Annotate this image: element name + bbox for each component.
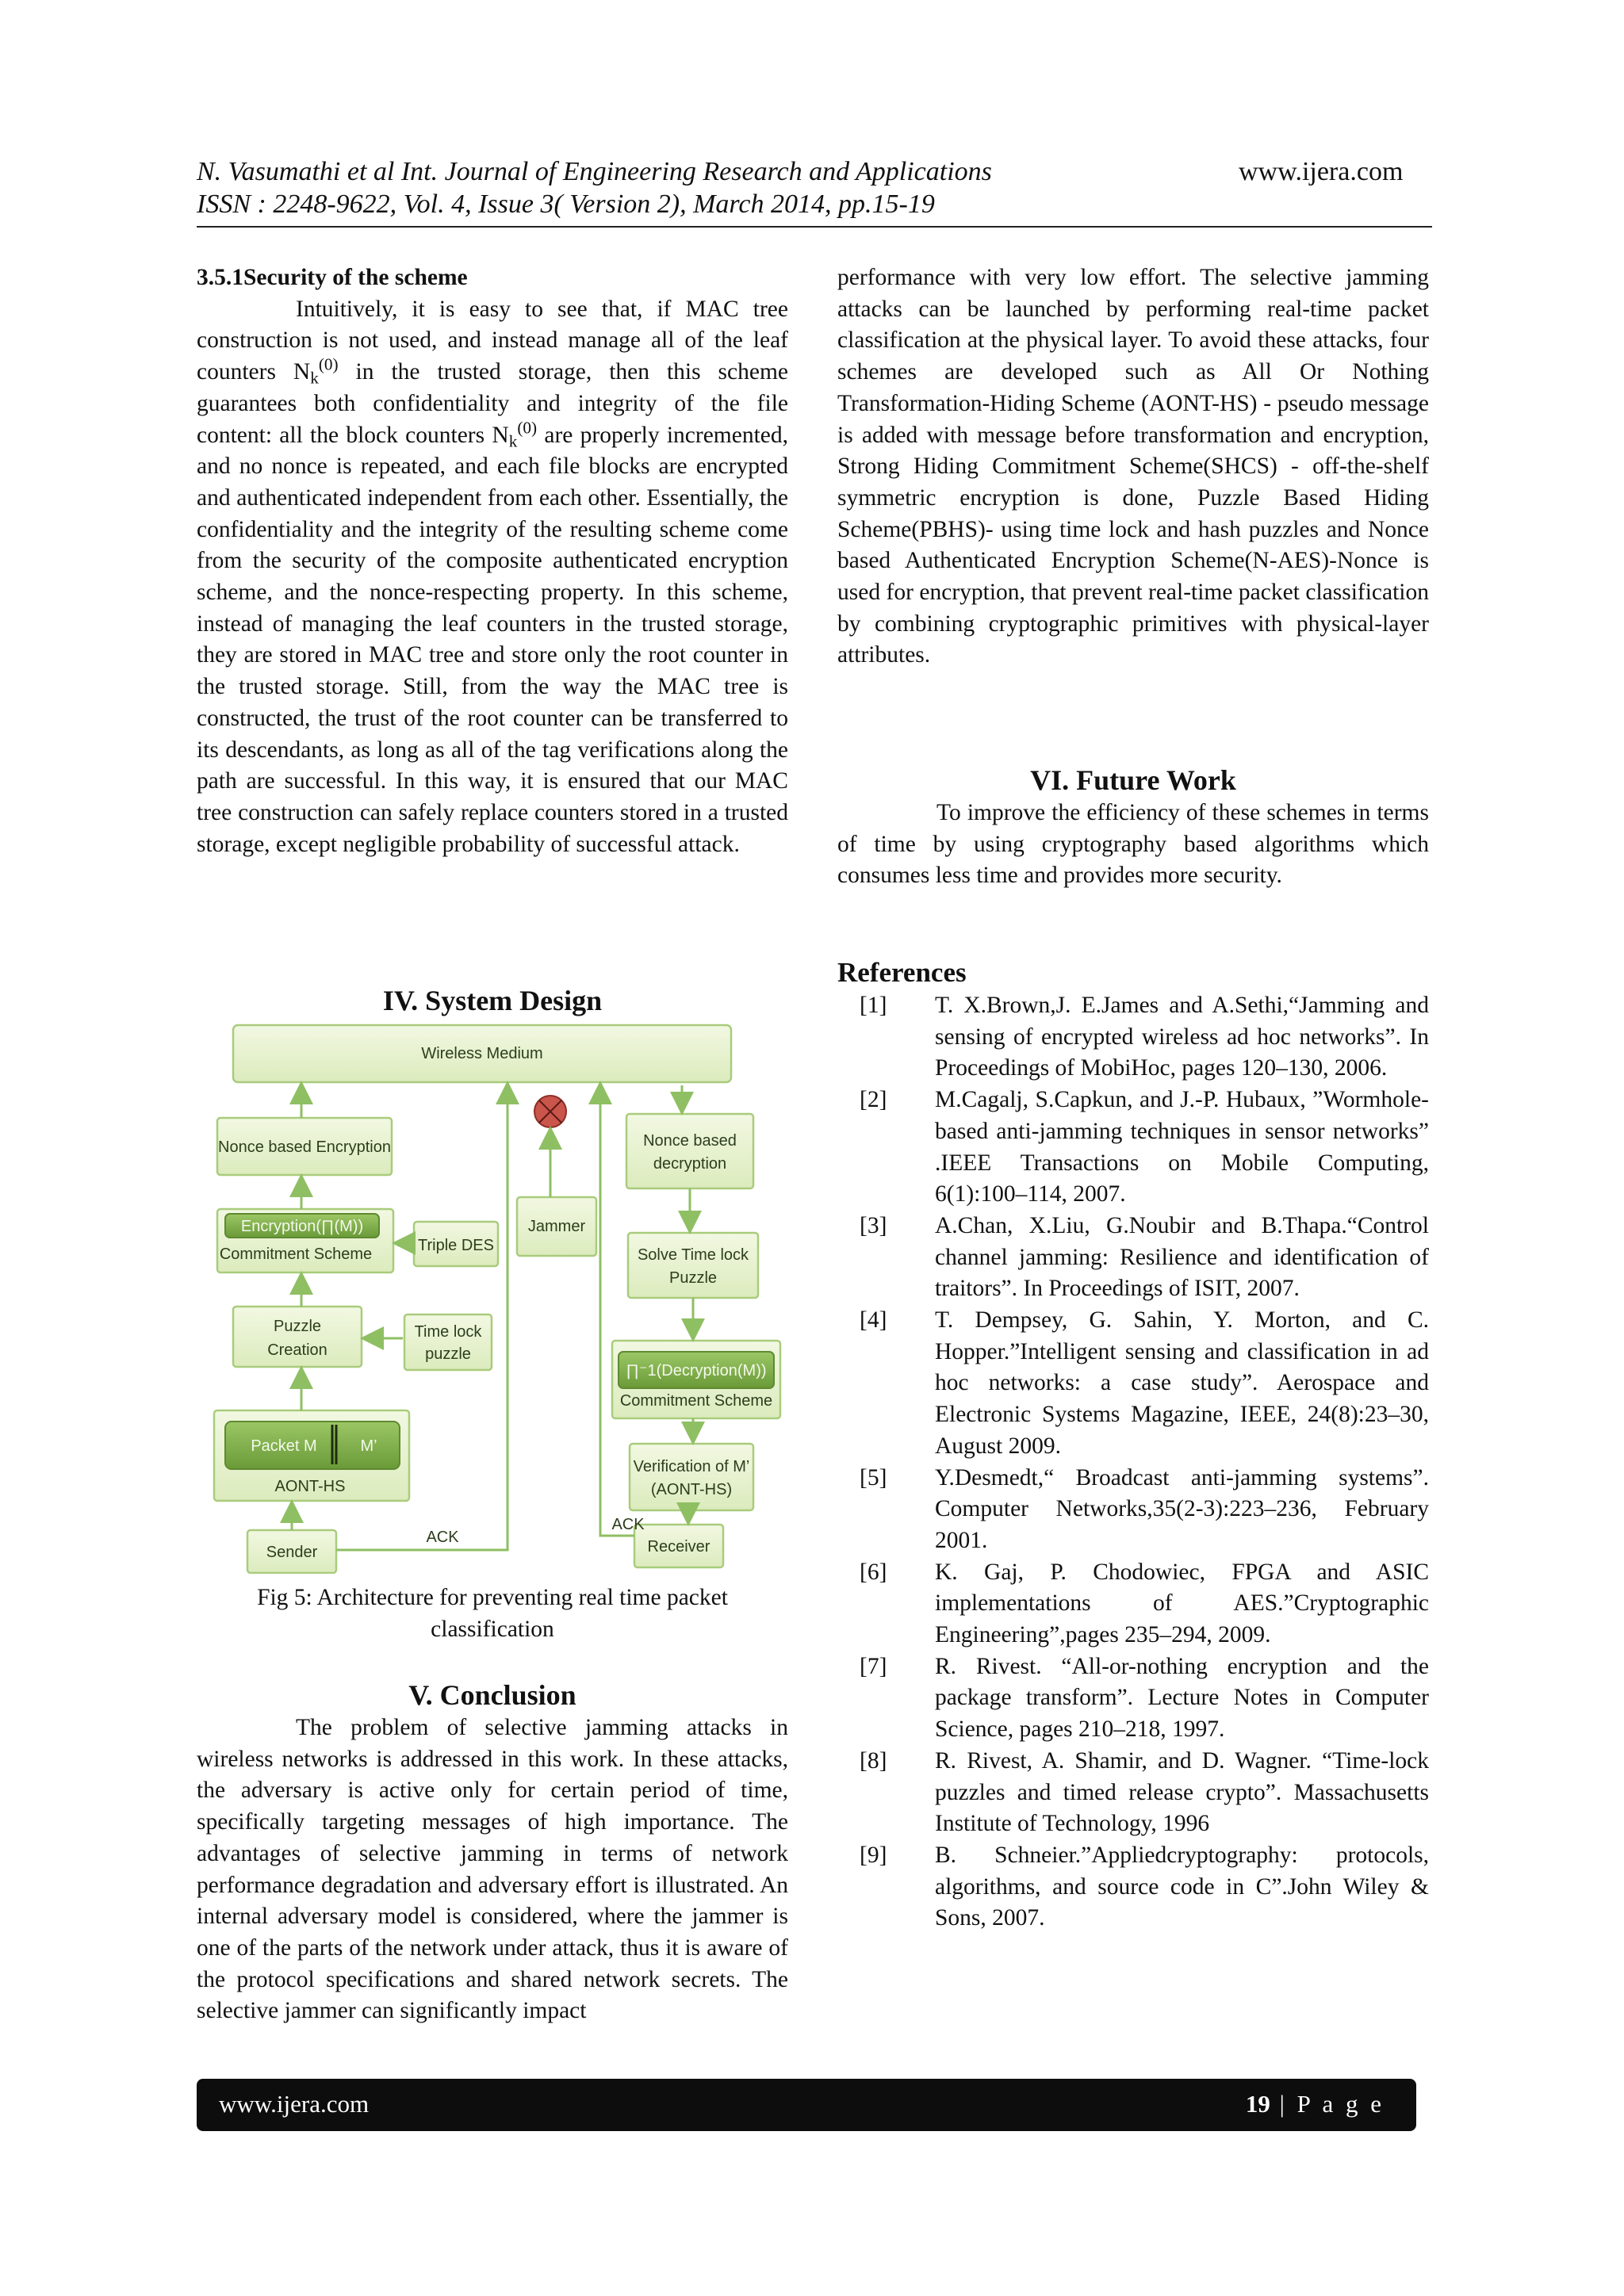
journal-website[interactable]: www.ijera.com [1239, 157, 1404, 186]
future-work-block [837, 763, 1429, 892]
page-footer [197, 2079, 1416, 2131]
svg-text:Nonce based Encryption: Nonce based Encryption [218, 1138, 391, 1156]
conclusion-block [197, 1678, 788, 2027]
section-title-system-design: IV. System Design [382, 985, 603, 1016]
section-title-future-work: VI. Future Work [1030, 764, 1236, 796]
security-paragraph: Intuitively, it is easy to see that, if MAC tree construction is not used, and instead manage all of the leaf counters $N_k^{(0)}$ in the trusted storage, then this scheme guarantees both confidentiality and integrity of the file content: all the block counters $N_k^{(0)}$ are properly incremented, and no nonce is repeated, and each file blocks are encrypted and authenticated independent from each other. Essentially, the confidentiality and the integrity of the resulting scheme come from the security of the composite authenticated encryption scheme, and the nonce-respecting property. In this scheme, instead of managing the leaf counters in the trusted storage, they are stored in MAC tree and store only the root counter in the trusted storage. Still, from the way the MAC tree is constructed, the trust of the root counter can be transferred to its descendants, as long as all of the tag verifications along the path are successful. In this way, it is ensured that our MAC tree construction can safely replace counters stored in a trusted storage, except negligible probability of successful attack. [197, 296, 788, 857]
svg-text:∏⁻1(Decryption(M)): ∏⁻1(Decryption(M)) [626, 1362, 767, 1380]
left-column [197, 262, 788, 860]
figure-caption-wrap [197, 1582, 788, 1645]
svg-text:AONT-HS: AONT-HS [274, 1478, 346, 1495]
reference-item: [3] A.Chan, X.Liu, G.Noubir and B.Thapa.“Control channel jamming: Resilience and identification of traitors”. In Proceedings of ISIT, 2007. [860, 1212, 1429, 1302]
conclusion-paragraph: The problem of selective jamming attacks in wireless networks is addressed in this work. In these attacks, the adversary is active only for certain period of time, specifically targeting messages of high importance. The advantages of selective jamming in terms of network performance degradation and adversary effort is illustrated. An internal adversary model is considered, where the jammer is one of the parts of the network under attack, thus it is aware of the protocol specifications and shared network secrets. The selective jammer can significantly impact [197, 1715, 788, 2024]
reference-item: [7] R. Rivest. “All-or-nothing encryption and the package transform”. Lecture Notes in Computer Science, pages 210–218, 1997. [860, 1653, 1429, 1743]
architecture-diagram [206, 1019, 802, 1574]
reference-item: [2] M.Cagalj, S.Capkun, and J.-P. Hubaux, ”Wormhole-based anti-jamming techniques in sensor networks” .IEEE Transactions on Mobile Computing, 6(1):100–114, 2007. [860, 1087, 1429, 1207]
svg-text:Triple DES: Triple DES [418, 1237, 494, 1254]
svg-text:(AONT-HS): (AONT-HS) [650, 1481, 733, 1498]
section-title-conclusion: V. Conclusion [408, 1679, 576, 1711]
references-list [837, 990, 1429, 1934]
svg-text:puzzle: puzzle [425, 1345, 471, 1363]
svg-text:Nonce based: Nonce based [643, 1132, 737, 1150]
svg-text:ACK: ACK [611, 1516, 645, 1533]
svg-text:Packet M: Packet M [251, 1437, 317, 1455]
svg-text:ACK: ACK [426, 1529, 459, 1546]
conclusion-continued: performance with very low effort. The selective jamming attacks can be launched by performing real-time packet classification at the physical layer. To avoid these attacks, four schemes are developed such as All Or Nothing Transformation-Hiding Scheme (AONT-HS) - pseudo message is added with message before transformation and encryption, Strong Hiding Commitment Scheme(SHCS) - off-the-shelf symmetric encryption is done, Puzzle Based Hiding Scheme(PBHS)- using time lock and hash puzzles and Nonce based Authenticated Encryption Scheme(N-AES)-Nonce is used for encryption, that prevent real-time packet classification by combining cryptographic primitives with physical-layer attributes. [837, 265, 1429, 668]
solve-puzzle-box [628, 1233, 758, 1298]
reference-item: [5] Y.Desmedt,“ Broadcast anti-jamming systems”. Computer Networks,35(2-3):223–236, February 2001. [860, 1464, 1429, 1553]
references-title: References [837, 957, 967, 988]
svg-text:Solve Time lock: Solve Time lock [637, 1246, 749, 1264]
svg-text:decryption: decryption [653, 1155, 727, 1173]
page-number: 19 | P a g e [1245, 2090, 1385, 2118]
header-rule [197, 226, 1432, 228]
subsection-title: 3.5.1Security of the scheme [197, 265, 468, 290]
reference-item: [9] B. Schneier.”Appliedcryptography: protocols, algorithms, and source code in C”.John Wiley & Sons, 2007. [860, 1842, 1429, 1931]
figure-caption: Fig 5: Architecture for preventing real time packet classification [257, 1585, 728, 1642]
reference-item: [1] T. X.Brown,J. E.James and A.Sethi,“Jamming and sensing of encrypted wireless ad hoc networks”. In Proceedings of MobiHoc, pages 120–130, 2006. [860, 993, 1429, 1081]
reference-item: [6] K. Gaj, P. Chodowiec, FPGA and ASIC implementations of AES.”Cryptographic Engineering”,pages 235–294, 2009. [860, 1559, 1429, 1648]
reference-item: [8] R. Rivest, A. Shamir, and D. Wagner. “Time-lock puzzles and timed release crypto”. Massachusetts Institute of Technology, 1996 [860, 1747, 1429, 1837]
verification-box [630, 1444, 753, 1510]
svg-text:Jammer: Jammer [527, 1218, 586, 1235]
svg-text:Commitment Scheme: Commitment Scheme [619, 1392, 773, 1410]
references-block [837, 955, 1429, 1934]
svg-text:Sender: Sender [266, 1544, 318, 1561]
svg-text:Wireless Medium: Wireless Medium [421, 1045, 543, 1062]
issn-line: ISSN : 2248-9622, Vol. 4, Issue 3( Version 2), March 2014, pp.15-19 [197, 189, 935, 219]
svg-text:Encryption(∏(M)): Encryption(∏(M)) [240, 1218, 364, 1235]
right-column-top [837, 262, 1429, 672]
svg-text:Verification of M’: Verification of M’ [633, 1458, 750, 1475]
svg-text:Puzzle: Puzzle [668, 1269, 718, 1287]
nonce-decryption-box [626, 1114, 753, 1188]
section-4-heading-wrap [197, 983, 788, 1018]
reference-item: [4] T. Dempsey, G. Sahin, Y. Morton, and C. Hopper.”Intelligent sensing and classification in ad hoc networks: a case study”. Aerospace and Electronic Systems Magazine, IEEE, 24(8):23–30, August 2009. [860, 1307, 1429, 1459]
svg-text:Puzzle: Puzzle [273, 1318, 322, 1335]
future-work-paragraph: To improve the efficiency of these schemes in terms of time by using cryptography based algorithms which consumes less time and provides more security. [837, 800, 1429, 889]
svg-text:Time lock: Time lock [414, 1323, 482, 1341]
journal-header: N. Vasumathi et al Int. Journal of Engineering Research and Applications [197, 157, 992, 186]
svg-text:M’: M’ [360, 1437, 377, 1455]
svg-text:Commitment Scheme: Commitment Scheme [219, 1246, 373, 1263]
svg-text:Creation: Creation [267, 1341, 327, 1359]
svg-text:Receiver: Receiver [647, 1538, 710, 1556]
footer-website-link[interactable]: www.ijera.com [219, 2090, 370, 2118]
